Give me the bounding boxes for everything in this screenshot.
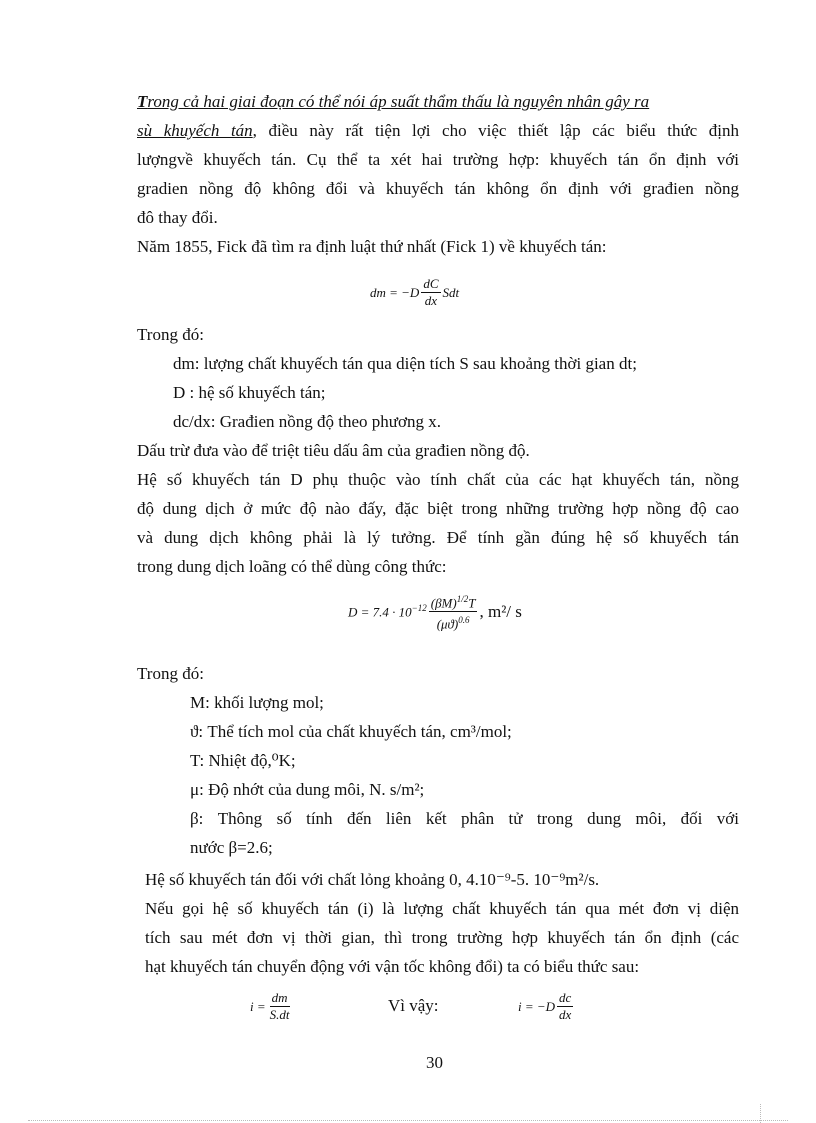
sign-note: Dấu trừ đưa vào để triệt tiêu dấu âm của građien nồng độ. <box>137 441 530 460</box>
para2-line2: độ dung dịch ở mức độ nào đấy, đặc biệt trong những trường hợp nồng độ cao <box>137 499 739 518</box>
where2-beta-line1: β: Thông số tính đến liên kết phân tử trong dung môi, đối với <box>190 809 739 828</box>
para2-line4: trong dung dịch loãng có thể dùng công thức: <box>137 557 447 576</box>
eq4-fraction <box>557 990 573 1023</box>
eq1-denominator: dx <box>424 293 438 308</box>
where1-item-d: D : hệ số khuyếch tán; <box>173 383 326 402</box>
where1-item-dcdx: dc/dx: Građien nồng độ theo phương x. <box>173 412 441 431</box>
eq2-denominator: $(\mu ϑ)^{0.6}$ <box>436 615 470 632</box>
eq1-rhs: Sdt <box>442 284 460 300</box>
eq1-numerator: dC <box>423 276 439 291</box>
where2-item-mu: μ: Độ nhớt của dung môi, N. s/m²; <box>190 780 425 799</box>
para1-line4: gradien nồng độ không đổi và khuyếch tán không ổn định với građien nồng <box>137 179 739 198</box>
para3-line3: hạt khuyếch tán chuyển động với vận tốc không đổi) ta có biểu thức sau: <box>145 957 640 976</box>
page-number: 30 <box>426 1053 443 1072</box>
where2-item-volume: ϑ: Thể tích mol của chất khuyếch tán, cm³/mol; <box>190 722 512 741</box>
where2-item-t: T: Nhiệt độ,⁰K; <box>190 751 296 770</box>
eq3-fraction <box>268 990 292 1023</box>
equation-fick1 <box>370 276 459 309</box>
para2-line1: Hệ số khuyếch tán D phụ thuộc vào tính chất của các hạt khuyếch tán, nồng <box>137 470 739 489</box>
eq2-lhs: $D = 7.4 \cdot 10^{-12}$ <box>348 603 427 620</box>
para2-line3: và dung dịch không phải là lý tưởng. Để tính gần đúng hệ số khuyếch tán <box>137 528 739 547</box>
eq4-numerator: dc <box>559 990 572 1005</box>
eq1-lhs: dm = −D <box>370 284 420 300</box>
eq3-numerator: dm <box>271 990 288 1005</box>
eq4-lhs: i = −D <box>518 998 556 1014</box>
para1-line2 <box>137 121 739 141</box>
equation-flux-fick <box>518 990 575 1023</box>
para1-line3: lượngvề khuyếch tán. Cụ thể ta xét hai trường hợp: khuyếch tán ổn định với <box>137 150 739 169</box>
liquid-note: Hệ số khuyếch tán đối với chất lỏng khoảng 0, 4.10⁻⁹-5. 10⁻⁹m²/s. <box>145 870 600 889</box>
where2-title: Trong đó: <box>137 664 204 683</box>
where2-item-m: M: khối lượng mol; <box>190 693 324 712</box>
para1-line1 <box>137 92 739 112</box>
eq1-fraction <box>421 276 440 309</box>
para3-line2: tích sau mét đơn vị thời gian, thì trong trường hợp khuyếch tán ổn định (các <box>145 928 739 947</box>
para3-line1: Nếu gọi hệ số khuyếch tán (i) là lượng chất khuyếch tán qua mét đơn vị diện <box>145 899 739 918</box>
para1-line2-underlined: sù khuyếch tán <box>137 121 253 140</box>
where2-beta-line2: nước β=2.6; <box>190 838 273 857</box>
eq4-denominator: dx <box>559 1007 572 1022</box>
dropcap: T <box>137 92 148 111</box>
where1-item-dm: dm: lượng chất khuyếch tán qua diện tích S sau khoảng thời gian dt; <box>173 354 637 373</box>
equation-flux <box>250 990 294 1023</box>
equation-diffusion-coefficient <box>348 591 522 633</box>
footer-corner-line <box>760 1104 761 1123</box>
eq-vi-vay: Vì vậy: <box>388 996 439 1015</box>
eq3-lhs: i = <box>250 998 266 1014</box>
eq2-fraction <box>429 591 478 633</box>
eq2-numerator: $(\beta M)^{1/2}T$ <box>429 591 478 612</box>
eq3-denominator: S.dt <box>269 1007 290 1022</box>
para1-line5: đô thay đổi. <box>137 208 218 227</box>
footer-border <box>28 1120 788 1121</box>
where1-title: Trong đó: <box>137 325 204 344</box>
para1-line2-rest: , điều này rất tiện lợi cho việc thiết lập các biểu thức định <box>252 121 739 140</box>
eq2-unit: , m²/ s <box>479 601 522 621</box>
para1-lead: Trong cả hai giai đoạn có thể nói áp suất thẩm thấu là nguyên nhân gây ra <box>137 92 650 111</box>
fick-intro: Năm 1855, Fick đã tìm ra định luật thứ nhất (Fick 1) về khuyếch tán: <box>137 237 607 256</box>
